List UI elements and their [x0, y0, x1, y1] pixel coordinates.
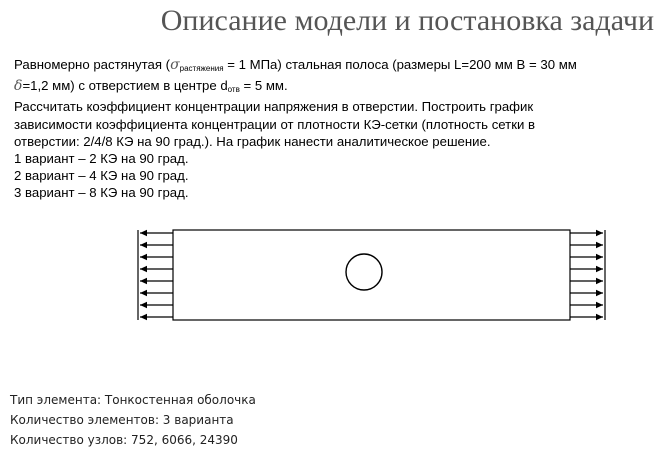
sigma-symbol: σ: [170, 57, 180, 73]
line1-suffix: = 1 МПа) стальная полоса (размеры L=200 мм B = 30 мм: [223, 57, 577, 72]
problem-line-4: зависимости коэффициента концентрации от плотности КЭ-сетки (плотность сетки в: [14, 116, 536, 132]
problem-line-3: Рассчитать коэффициент концентрации напряжения в отверстии. Построить график: [14, 99, 534, 115]
line2-prefix: =1,2 мм) с отверстием в центре d: [22, 78, 228, 94]
node-count: Количество узлов: 752, 6066, 24390: [10, 433, 238, 447]
left-tension-arrows: [140, 233, 173, 317]
model-specs: [10, 390, 256, 450]
delta-symbol: δ: [14, 78, 23, 95]
problem-line-5: отверстии: 2/4/8 КЭ на 90 град.). На график нанести аналитическое решение.: [14, 133, 491, 149]
center-hole: [346, 254, 382, 290]
slide-title: Описание модели и постановка задачи: [160, 4, 654, 37]
variant-2: 2 вариант – 4 КЭ на 90 град.: [14, 168, 189, 184]
element-count: Количество элементов: 3 варианта: [10, 413, 234, 427]
element-type: Тип элемента: Тонкостенная оболочка: [10, 393, 256, 407]
line1-prefix: Равномерно растянутая (: [14, 57, 171, 72]
line2-suffix: = 5 мм.: [239, 78, 288, 94]
variant-3: 3 вариант – 8 КЭ на 90 град.: [14, 185, 189, 201]
sigma-subscript: растяжения: [179, 64, 224, 73]
variant-1: 1 вариант – 2 КЭ на 90 град.: [14, 151, 189, 167]
right-tension-arrows: [570, 233, 603, 317]
hole-diameter-subscript: отв: [227, 85, 240, 95]
